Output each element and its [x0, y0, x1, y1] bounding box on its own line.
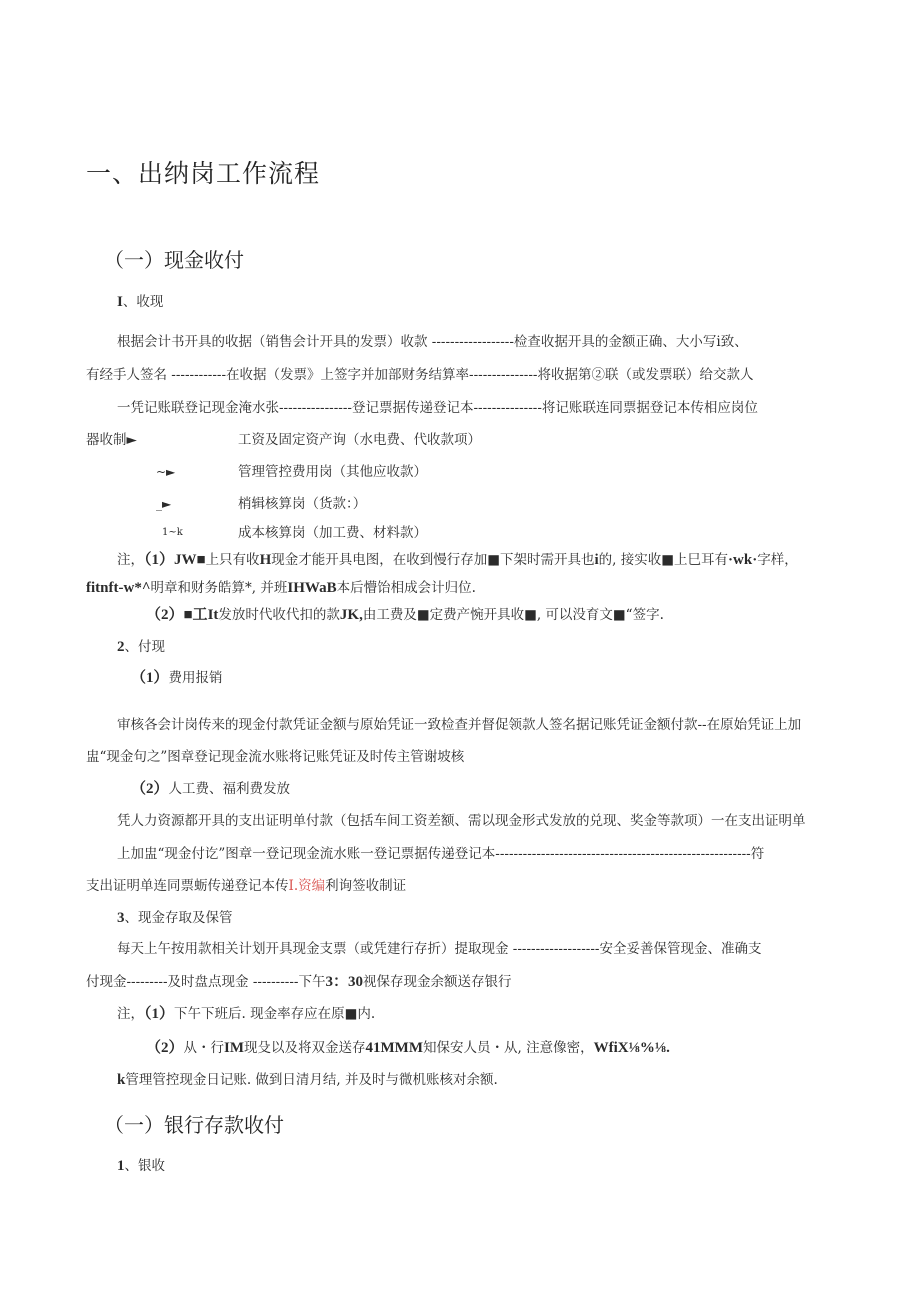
arrow-mark: ~► — [156, 465, 176, 479]
paragraph-line: 盅“现金句之”图章登记现金流水账将记账凭证及时传主管谢坡核 — [86, 749, 465, 765]
distribution-item: 成本核算岗（加工费、材料款） — [238, 525, 427, 541]
note-line: 注，（1）下午下班后. 现金率存应在原■内. — [117, 1006, 376, 1022]
paragraph-line: 每天上午按用款相关计划开具现金支票（或凭建行存折）提取现金 -------------------安全妥善保管现金、准确支 — [117, 941, 762, 957]
item-heading: （1）费用报销 — [131, 670, 223, 686]
section-heading-cash: （一）现金收付 — [104, 248, 244, 272]
item-heading: （2）人工费、福利费发放 — [131, 781, 291, 797]
paragraph-line: 有经手人签名 ------------在收据（发票》上签字并加部财务结算率---------------将收据第②联（或发票联）给交款人 — [86, 367, 754, 383]
paragraph-line: 上加盅“现金付讫”图章一登记现金流水账一登记票据传递登记本--------------------------------------------------------符 — [117, 846, 765, 862]
page-title: 一、出纳岗工作流程 — [86, 159, 321, 188]
paragraph-line: 支出证明单连同票蛎传递登记本传I.资编利询签收制证 — [86, 878, 407, 894]
arrow-mark: 1~k — [162, 527, 183, 538]
note-line: （2）从・行IM现殳以及将双金送存41MMM知保安人员・从, 注意像密，WfiX⅛%⅛. — [146, 1040, 670, 1056]
distribution-lead: 器收制► — [86, 432, 137, 448]
arrow-mark: _► — [156, 497, 172, 511]
note-line: fitnft-w*^明章和财务皓算*, 并班IHWaB本后懵饴相成会计归位. — [86, 580, 476, 596]
section-heading-bank: （一）银行存款收付 — [104, 1113, 284, 1137]
note-line: 注，（1）JW■上只有收H现金才能开具电图，在收到慢行存加■下架时需开具也i的, 接实收■上巳耳有·wk·字样， — [117, 552, 798, 568]
subsection-heading-receipt: I、收现 — [117, 294, 164, 310]
subsection-heading-bank-receipt: 1、银收 — [117, 1158, 165, 1174]
paragraph-line: 审核各会计岗传来的现金付款凭证金额与原始凭证一致检查并督促领款人签名据记账凭证金额付款--在原始凭证上加 — [117, 717, 802, 733]
paragraph-line: k管理管控现金日记账. 做到日清月结, 并及时与微机账核对余额. — [117, 1072, 498, 1088]
paragraph-line: 根据会计书开具的收据（销售会计开具的发票）收款 ------------------检查收据开具的金额正确、大小写i致、 — [117, 334, 748, 350]
subsection-heading-payment: 2、付现 — [117, 639, 165, 655]
subsection-heading-storage: 3、现金存取及保管 — [117, 910, 233, 926]
distribution-item: 工资及固定资产询（水电费、代收款项） — [238, 432, 481, 448]
paragraph-line: 付现金---------及时盘点现金 ----------下午3：30视保存现金余额送存银行 — [86, 974, 512, 990]
distribution-item: 梢辑核算岗（货款：） — [238, 496, 367, 512]
paragraph-line: 凭人力资源都开具的支出证明单付款（包括车间工资差额、需以现金形式发放的兑现、奖金等款项）一在支出证明单 — [117, 813, 806, 829]
paragraph-line: 一凭记账联登记现金淹水张----------------登记票据传递登记本---------------将记账联连同票据登记本传相应岗位 — [117, 400, 758, 416]
note-line: （2）■工It发放时代收代扣的款JK,由工费及■定费产惋开具收■, 可以没育文■“签字. — [146, 607, 664, 623]
distribution-item: 管理管控费用岗（其他应收款） — [238, 464, 427, 480]
